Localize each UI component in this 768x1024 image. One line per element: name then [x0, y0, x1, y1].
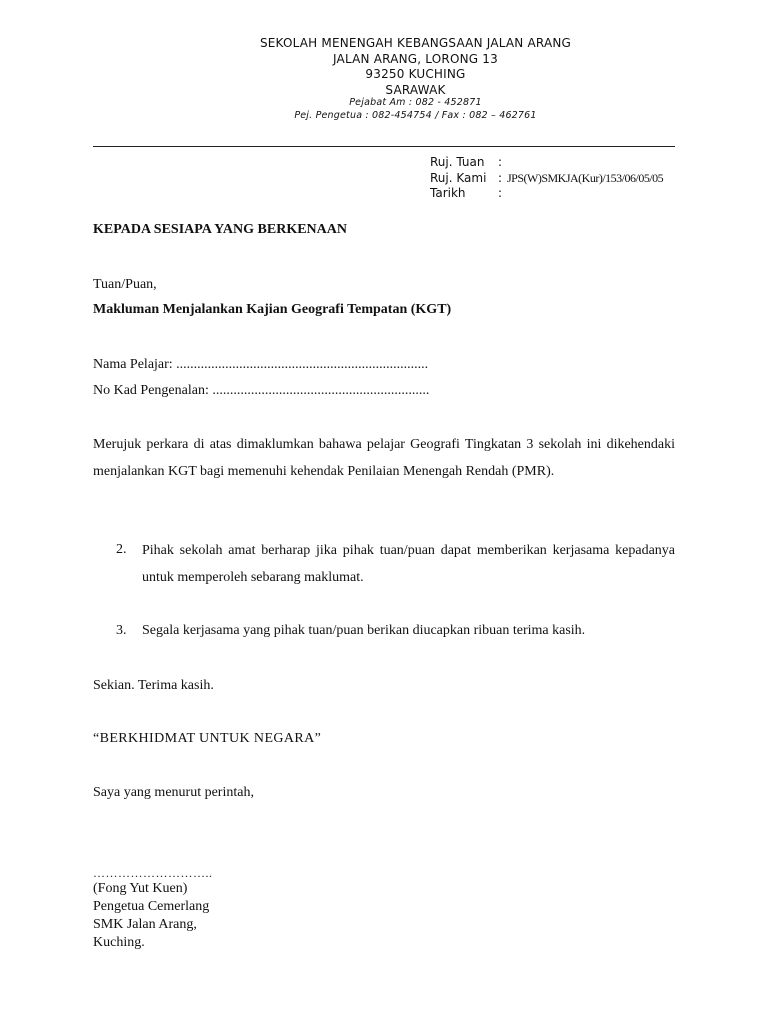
- paragraph-1: Merujuk perkara di atas dimaklumkan bahawa pelajar Geografi Tingkatan 3 sekolah ini dikehendaki menjalankan KGT bagi memenuhi kehendak Penilaian Menengah Rendah (PMR).: [93, 437, 675, 479]
- item-2-text: Pihak sekolah amat berharap jika pihak tuan/puan dapat memberikan kerjasama kepadanya untuk memperoleh sebarang maklumat.: [142, 543, 675, 585]
- ic-number-field: No Kad Pengenalan: ..............................................................: [93, 383, 430, 398]
- signatory-title: Pengetua Cemerlang: [93, 899, 210, 914]
- address-line-2: 93250 KUCHING: [365, 67, 466, 81]
- our-ref-label: Ruj. Kami: [430, 171, 487, 185]
- motto: “BERKHIDMAT UNTUK NEGARA”: [93, 731, 322, 746]
- subject-line: Makluman Menjalankan Kajian Geografi Tempatan (KGT): [93, 302, 452, 317]
- closing-thanks: Sekian. Terima kasih.: [93, 678, 214, 693]
- our-ref-separator: :: [498, 171, 503, 185]
- item-3-text: Segala kerjasama yang pihak tuan/puan berikan diucapkan ribuan terima kasih.: [142, 623, 586, 638]
- state-name: SARAWAK: [385, 83, 446, 97]
- salutation: Tuan/Puan,: [93, 277, 157, 292]
- your-ref-separator: :: [498, 155, 503, 169]
- item-3-number: 3.: [116, 623, 127, 638]
- school-name: SEKOLAH MENENGAH KEBANGSAAN JALAN ARANG: [259, 36, 572, 50]
- signature-line: ………………………..: [93, 866, 213, 880]
- signatory-city: Kuching.: [93, 935, 145, 950]
- date-separator: :: [498, 186, 503, 200]
- student-name-field: Nama Pelajar: ........................................................................: [93, 357, 429, 372]
- signatory-school: SMK Jalan Arang,: [93, 917, 197, 932]
- office-phone: Pejabat Am : 082 - 452871: [349, 97, 482, 108]
- item-2-number: 2.: [116, 542, 127, 557]
- header-divider: [93, 146, 675, 147]
- recipient-heading: KEPADA SESIAPA YANG BERKENAAN: [93, 222, 347, 237]
- sign-off: Saya yang menurut perintah,: [93, 785, 254, 800]
- our-ref-value: JPS(W)SMKJA(Kur)/153/06/05/05: [507, 171, 664, 185]
- address-line-1: JALAN ARANG, LORONG 13: [333, 52, 498, 66]
- principal-contact: Pej. Pengetua : 082-454754 / Fax : 082 – 462761: [294, 110, 537, 121]
- signatory-name: (Fong Yut Kuen): [93, 881, 188, 896]
- your-ref-label: Ruj. Tuan: [430, 155, 485, 169]
- date-label: Tarikh: [430, 186, 466, 200]
